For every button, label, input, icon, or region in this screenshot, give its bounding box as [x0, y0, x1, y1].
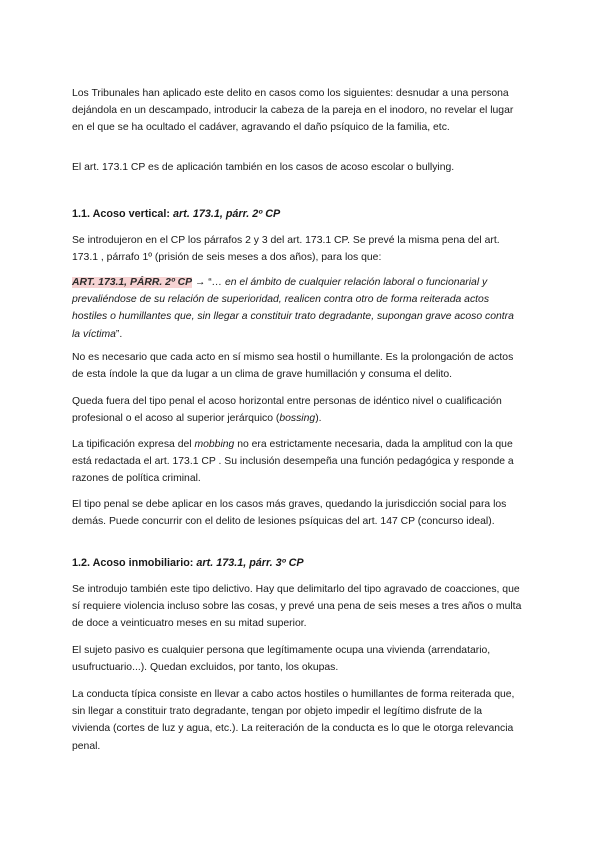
- arrow-symbol: →: [192, 277, 209, 288]
- legal-quote: [72, 274, 522, 343]
- paragraph-bullying: El art. 173.1 CP es de aplicación también en los casos de acoso escolar o bullying.: [72, 162, 455, 173]
- paragraph-jurisdiction: El tipo penal se debe aplicar en los casos más graves, quedando la jurisdicción social para los demás. Puede concurrir con el delito de lesiones psíquicas del art. 147 CP (concurso ideal).: [72, 499, 507, 528]
- emphasis-term: bossing: [279, 413, 316, 425]
- paragraph-conducta: La conducta típica consiste en llevar a cabo actos hostiles o humillantes de forma reiterada que, sin llegar a constituir trato degradante, tengan por objeto impedir el legítimo disfrute de la vivienda (cortes de luz y agua, etc.). La reiteración de la conducta es lo que le otorga relevancia penal.: [72, 689, 515, 752]
- heading-label: 1.2. Acoso inmobiliario:: [72, 557, 197, 569]
- quote-open: “: [208, 277, 212, 288]
- heading-ref: art. 173.1, párr. 3º CP: [196, 557, 304, 569]
- text-part: ).: [315, 413, 322, 425]
- heading-label: 1.1. Acoso vertical:: [72, 208, 174, 220]
- highlighted-article-ref: ART. 173.1, PÁRR. 2º CP: [72, 277, 193, 288]
- paragraph-introduction: Se introdujeron en el CP los párrafos 2 y 3 del art. 173.1 CP. Se prevé la misma pena del art. 173.1 , párrafo 1º (prisión de seis meses a dos años), para los que:: [72, 235, 500, 264]
- heading-acoso-vertical: [72, 206, 522, 223]
- paragraph-mobbing: [72, 436, 522, 488]
- text-part: Queda fuera del tipo penal el acoso horizontal entre personas de idéntico nivel o cualificación profesional o el acoso al superior jerárquico (: [72, 396, 502, 425]
- paragraph-hostility: No es necesario que cada acto en sí mismo sea hostil o humillante. Es la prolongación de actos de esta índole la que da lugar a un clima de grave humillación y consuma el delito.: [72, 352, 514, 381]
- emphasis-term: mobbing: [194, 439, 235, 450]
- text-part: La tipificación expresa del: [72, 439, 195, 450]
- quote-close: ”.: [115, 328, 123, 340]
- paragraph-cases: Los Tribunales han aplicado este delito en casos como los siguientes: desnudar a una persona dejándola en un descampado, introducir la cabeza de la pareja en el inodoro, no revelar el lugar en el que se ha ocultado el cadáver, agravando el daño psíquico de la familia, etc.: [72, 88, 514, 134]
- quote-text: … en el ámbito de cualquier relación laboral o funcionarial y prevaliéndose de su relación de superioridad, realicen contra otro de forma reiterada actos hostiles o humillantes que, sin llegar a constituir trato degradante, supongan grave acoso contra la víctima: [72, 277, 514, 340]
- heading-ref: art. 173.1, párr. 2º CP: [173, 208, 281, 220]
- heading-acoso-inmobiliario: [72, 555, 522, 572]
- paragraph-bossing: [72, 393, 522, 427]
- paragraph-coacciones: Se introdujo también este tipo delictivo. Hay que delimitarlo del tipo agravado de coacciones, que sí requiere violencia incluso sobre las cosas, y prevé una pena de seis meses a tres años o multa de doce a veinticuatro meses en su mitad superior.: [72, 584, 522, 630]
- paragraph-sujeto-pasivo: El sujeto pasivo es cualquier persona que legítimamente ocupa una vivienda (arrendatario, usufructuario...). Quedan excluidos, por tanto, los okupas.: [72, 645, 491, 674]
- text-part: no era estrictamente necesaria, dada la amplitud con la que está redactada el art. 173.1 CP . Su inclusión desempeña una función pedagógica y responde a razones de política criminal.: [72, 439, 514, 485]
